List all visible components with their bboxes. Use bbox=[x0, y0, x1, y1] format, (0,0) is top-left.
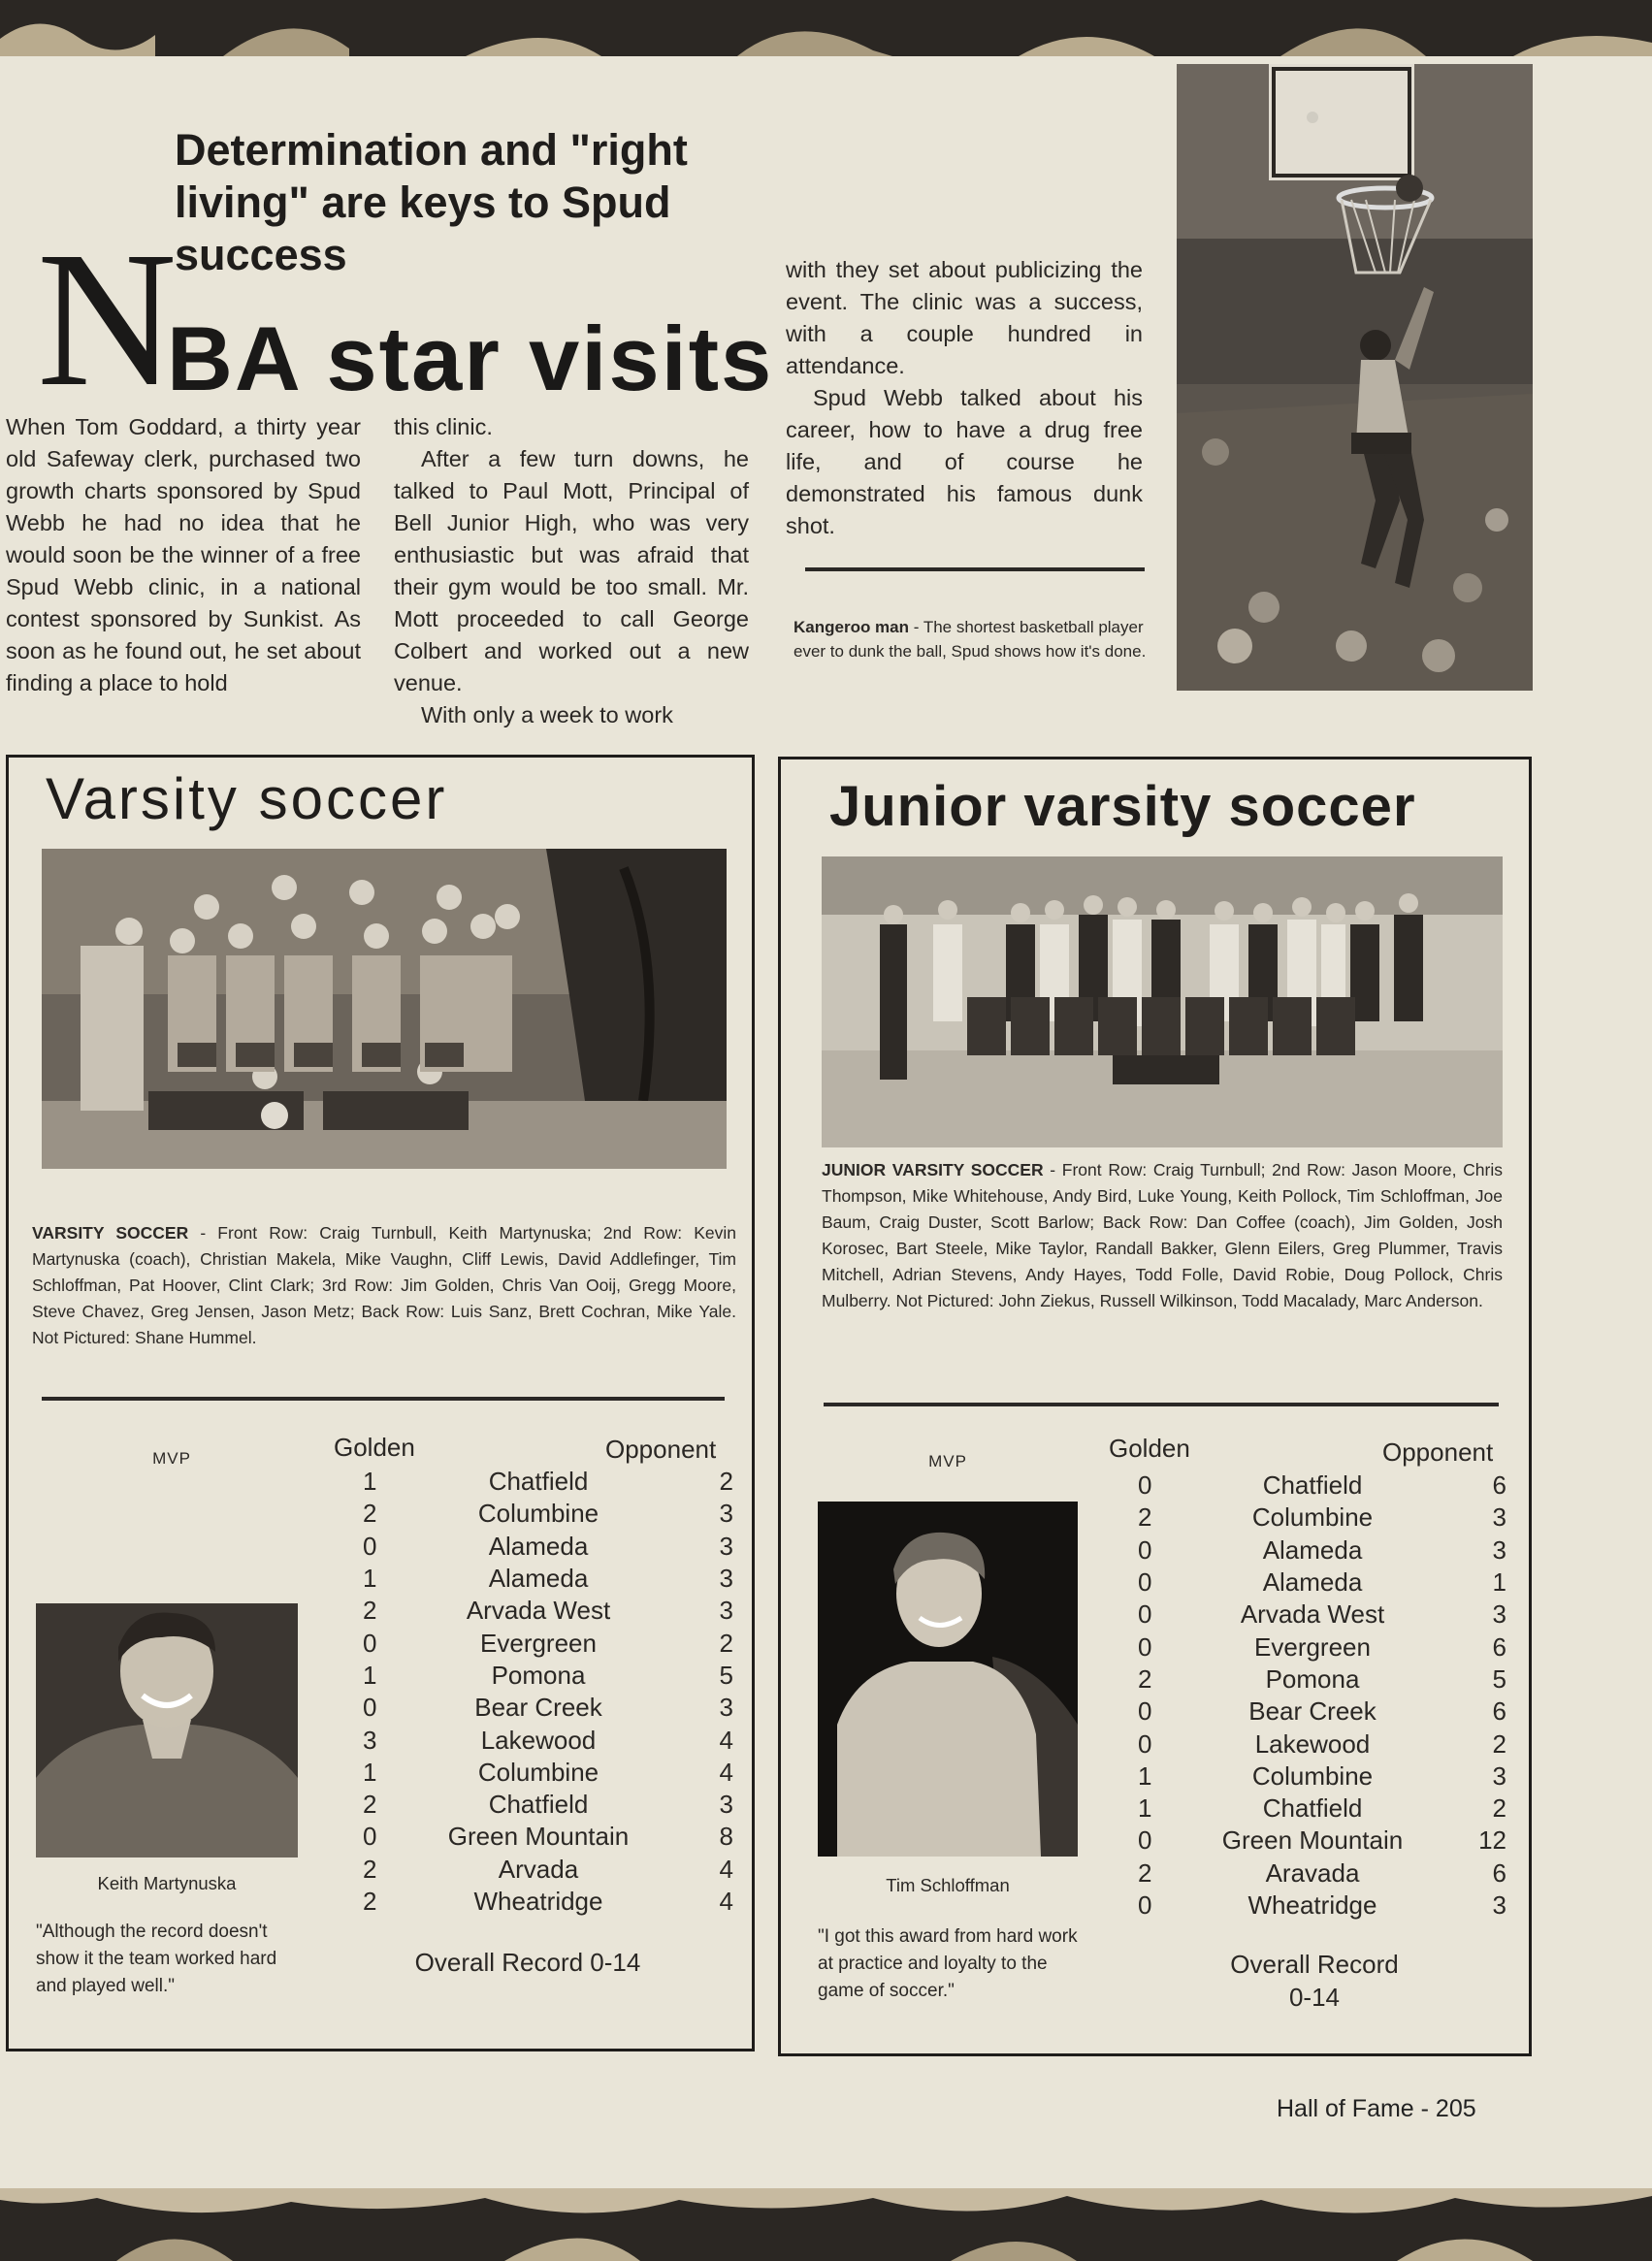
varsity-results-table bbox=[334, 1466, 733, 1918]
article-paragraph: this clinic. bbox=[394, 414, 493, 439]
opponent-name: Columbine bbox=[1251, 1502, 1374, 1533]
opponent-score: 4 bbox=[719, 1854, 733, 1884]
article-column-2 bbox=[394, 411, 749, 731]
result-row bbox=[1109, 1825, 1506, 1857]
result-row bbox=[334, 1854, 733, 1886]
opponent-score: 4 bbox=[719, 1725, 733, 1755]
varsity-overall-record: Overall Record 0-14 bbox=[414, 1948, 641, 1977]
golden-score: 1 bbox=[363, 1467, 377, 1497]
golden-score: 0 bbox=[363, 1531, 377, 1561]
opponent-name: Columbine bbox=[1251, 1760, 1374, 1791]
basketball-dunk-photo bbox=[1177, 64, 1533, 691]
varsity-golden-header: Golden bbox=[334, 1433, 415, 1462]
varsity-mvp-photo bbox=[36, 1603, 298, 1857]
article-column-1 bbox=[6, 411, 361, 699]
golden-score: 0 bbox=[1138, 1696, 1152, 1727]
golden-score: 1 bbox=[1138, 1793, 1152, 1824]
opponent-score: 2 bbox=[719, 1467, 733, 1497]
opponent-score: 3 bbox=[1492, 1534, 1506, 1565]
opponent-name: Arvada West bbox=[1240, 1599, 1385, 1630]
opponent-name: Columbine bbox=[477, 1757, 599, 1787]
jv-overall-record-value: 0-14 bbox=[1288, 1983, 1341, 2012]
result-row bbox=[1109, 1857, 1506, 1890]
jv-golden-header: Golden bbox=[1109, 1434, 1190, 1463]
golden-score: 2 bbox=[1138, 1663, 1152, 1694]
varsity-title: Varsity soccer bbox=[46, 766, 448, 831]
opponent-name: Green Mountain bbox=[447, 1822, 630, 1852]
article-headline: BA star visits bbox=[167, 307, 774, 409]
result-row bbox=[1109, 1696, 1506, 1728]
opponent-name: Aravada bbox=[1265, 1857, 1360, 1888]
varsity-roster-caption bbox=[32, 1220, 736, 1351]
photo-caption-title: Kangeroo man bbox=[794, 618, 910, 636]
result-row bbox=[1109, 1599, 1506, 1631]
golden-score: 3 bbox=[363, 1725, 377, 1755]
result-row bbox=[1109, 1567, 1506, 1599]
drop-cap: N bbox=[37, 212, 178, 427]
varsity-roster-text: - Front Row: Craig Turnbull, Keith Martynuska; 2nd Row: Kevin Martynuska (coach), Christian Makela, Mike Vaughn, Cliff Lewis, David Addlefinger, Tim Schloffman, Pat Hoover, Clint Clark; 3rd Row: Jim Golden, Chris Van Ooij, Gregg Moore, Steve Chavez, Greg Jensen, Jason Metz; Back Row: Luis Sanz, Brett Cochran, Mike Yale. Not Pictured: Shane Hummel. bbox=[32, 1223, 736, 1347]
opponent-score: 6 bbox=[1492, 1631, 1506, 1662]
result-row bbox=[1109, 1470, 1506, 1502]
jv-team-photo bbox=[822, 856, 1503, 1147]
varsity-mvp-quote: "Although the record doesn't show it the team worked hard and played well." bbox=[36, 1922, 277, 1996]
article-paragraph: With only a week to work bbox=[421, 702, 673, 727]
jv-mvp-quote: "I got this award from hard work at practice and loyalty to the game of soccer." bbox=[818, 1926, 1078, 2001]
opponent-name: Lakewood bbox=[480, 1725, 597, 1755]
opponent-score: 8 bbox=[719, 1822, 733, 1852]
result-row bbox=[334, 1757, 733, 1789]
opponent-name: Bear Creek bbox=[1248, 1696, 1377, 1727]
result-row bbox=[1109, 1793, 1506, 1825]
result-row bbox=[1109, 1534, 1506, 1567]
jv-mvp-name: Tim Schloffman bbox=[886, 1875, 1010, 1895]
result-row bbox=[334, 1498, 733, 1530]
article-paragraph: Spud Webb talked about his career, how to have a drug free life, and of course he demonstrated his famous dunk shot. bbox=[786, 385, 1143, 538]
opponent-score: 1 bbox=[1492, 1567, 1506, 1598]
opponent-score: 3 bbox=[1492, 1760, 1506, 1791]
golden-score: 1 bbox=[363, 1757, 377, 1787]
article-paragraph: When Tom Goddard, a thirty year old Safeway clerk, purchased two growth charts sponsored by Spud Webb he had no idea that he would soon be the winner of a free Spud Webb clinic, in a national contest sponsored by Sunkist. As soon as he found out, he set about finding a place to hold bbox=[6, 414, 361, 695]
varsity-soccer-box bbox=[6, 755, 755, 2051]
jv-overall-record-label: Overall Record bbox=[1230, 1950, 1399, 1979]
varsity-opponent-header: Opponent bbox=[605, 1435, 717, 1464]
opponent-name: Columbine bbox=[477, 1499, 599, 1529]
opponent-score: 2 bbox=[1492, 1793, 1506, 1824]
opponent-name: Evergreen bbox=[480, 1628, 597, 1658]
opponent-score: 12 bbox=[1478, 1825, 1506, 1856]
golden-score: 1 bbox=[1138, 1760, 1152, 1791]
result-row bbox=[1109, 1663, 1506, 1696]
varsity-roster-label: VARSITY SOCCER bbox=[32, 1223, 189, 1243]
jv-opponent-header: Opponent bbox=[1382, 1437, 1494, 1467]
opponent-name: Arvada bbox=[498, 1854, 579, 1884]
result-row bbox=[334, 1886, 733, 1918]
result-row bbox=[1109, 1631, 1506, 1663]
jv-overall-record bbox=[1217, 1948, 1411, 2014]
jv-title: Junior varsity soccer bbox=[829, 775, 1416, 838]
golden-score: 2 bbox=[363, 1790, 377, 1820]
golden-score: 0 bbox=[363, 1822, 377, 1852]
photo-caption-text: - The shortest basketball player ever to dunk the ball, Spud shows how it's done. bbox=[794, 618, 1147, 661]
varsity-mvp-label: MVP bbox=[152, 1449, 191, 1468]
golden-score: 2 bbox=[1138, 1502, 1152, 1533]
opponent-score: 3 bbox=[1492, 1599, 1506, 1630]
opponent-score: 3 bbox=[1492, 1890, 1506, 1920]
result-row bbox=[1109, 1890, 1506, 1922]
result-row bbox=[334, 1724, 733, 1756]
jv-divider bbox=[824, 1403, 1499, 1406]
jv-soccer-box bbox=[778, 757, 1532, 2056]
varsity-mvp-name: Keith Martynuska bbox=[97, 1873, 237, 1893]
golden-score: 0 bbox=[363, 1693, 377, 1723]
opponent-score: 4 bbox=[719, 1757, 733, 1787]
article-paragraph: with they set about publicizing the event. The clinic was a success, with a couple hundred in attendance. bbox=[786, 257, 1143, 378]
jv-roster-label: JUNIOR VARSITY SOCCER bbox=[822, 1160, 1044, 1179]
opponent-name: Chatfield bbox=[488, 1790, 589, 1820]
jv-results-table bbox=[1109, 1470, 1506, 1922]
jv-roster-caption bbox=[822, 1157, 1503, 1314]
opponent-score: 2 bbox=[719, 1628, 733, 1658]
opponent-name: Evergreen bbox=[1254, 1631, 1371, 1662]
golden-score: 0 bbox=[1138, 1534, 1152, 1565]
result-row bbox=[334, 1789, 733, 1821]
golden-score: 1 bbox=[363, 1660, 377, 1690]
jv-roster-text: - Front Row: Craig Turnbull; 2nd Row: Jason Moore, Chris Thompson, Mike Whitehouse, Andy Bird, Luke Young, Keith Pollock, Tim Schloffman, Joe Baum, Craig Duster, Scott Barlow; Back Row: Dan Coffee (coach), Jim Golden, Josh Korosec, Bart Steele, Mike Taylor, Randall Bakker, Glenn Eilers, Greg Plummer, Travis Mitchell, Adrian Stevens, Andy Hayes, Todd Folle, David Robie, Doug Pollock, Chris Mulberry. Not Pictured: John Ziekus, Russell Wilkinson, Todd Macalady, Marc Anderson. bbox=[822, 1160, 1503, 1310]
golden-score: 2 bbox=[1138, 1857, 1152, 1888]
result-row bbox=[334, 1563, 733, 1595]
opponent-name: Bear Creek bbox=[474, 1693, 602, 1723]
golden-score: 2 bbox=[363, 1596, 377, 1626]
result-row bbox=[1109, 1728, 1506, 1760]
opponent-name: Wheatridge bbox=[473, 1887, 603, 1916]
opponent-score: 3 bbox=[719, 1564, 733, 1594]
opponent-score: 5 bbox=[719, 1660, 733, 1690]
golden-score: 0 bbox=[1138, 1825, 1152, 1856]
opponent-score: 3 bbox=[1492, 1502, 1506, 1533]
golden-score: 0 bbox=[1138, 1728, 1152, 1759]
opponent-score: 3 bbox=[719, 1693, 733, 1723]
opponent-name: Alameda bbox=[488, 1531, 589, 1561]
opponent-name: Chatfield bbox=[1262, 1470, 1363, 1501]
varsity-divider bbox=[42, 1397, 725, 1401]
opponent-score: 6 bbox=[1492, 1696, 1506, 1727]
opponent-name: Chatfield bbox=[488, 1467, 589, 1497]
golden-score: 0 bbox=[1138, 1599, 1152, 1630]
opponent-name: Alameda bbox=[1262, 1567, 1363, 1598]
result-row bbox=[334, 1466, 733, 1498]
article-divider bbox=[805, 567, 1145, 571]
result-row bbox=[1109, 1502, 1506, 1534]
jv-mvp-label: MVP bbox=[928, 1452, 967, 1470]
opponent-name: Wheatridge bbox=[1247, 1890, 1377, 1920]
golden-score: 2 bbox=[363, 1854, 377, 1884]
opponent-name: Green Mountain bbox=[1221, 1825, 1404, 1856]
article-kicker: Determination and "right living" are keys to Spud success bbox=[175, 125, 688, 279]
result-row bbox=[334, 1595, 733, 1627]
opponent-score: 6 bbox=[1492, 1470, 1506, 1501]
result-row bbox=[1109, 1760, 1506, 1793]
opponent-name: Pomona bbox=[1265, 1663, 1360, 1694]
opponent-score: 3 bbox=[719, 1499, 733, 1529]
golden-score: 0 bbox=[1138, 1567, 1152, 1598]
bottom-border-decoration bbox=[0, 2188, 1652, 2261]
golden-score: 0 bbox=[1138, 1631, 1152, 1662]
opponent-score: 3 bbox=[719, 1790, 733, 1820]
golden-score: 2 bbox=[363, 1887, 377, 1916]
opponent-score: 4 bbox=[719, 1887, 733, 1916]
jv-mvp-photo bbox=[818, 1502, 1078, 1857]
result-row bbox=[334, 1627, 733, 1659]
opponent-score: 5 bbox=[1492, 1663, 1506, 1694]
page-folio: Hall of Fame - 205 bbox=[1277, 2095, 1476, 2122]
article-column-3 bbox=[786, 254, 1143, 542]
golden-score: 0 bbox=[363, 1628, 377, 1658]
opponent-name: Lakewood bbox=[1254, 1728, 1371, 1759]
opponent-score: 6 bbox=[1492, 1857, 1506, 1888]
result-row bbox=[334, 1531, 733, 1563]
varsity-team-photo bbox=[42, 849, 727, 1169]
opponent-score: 2 bbox=[1492, 1728, 1506, 1759]
opponent-name: Pomona bbox=[491, 1660, 586, 1690]
opponent-name: Chatfield bbox=[1262, 1793, 1363, 1824]
result-row bbox=[334, 1821, 733, 1853]
opponent-score: 3 bbox=[719, 1596, 733, 1626]
opponent-name: Alameda bbox=[1262, 1534, 1363, 1565]
golden-score: 1 bbox=[363, 1564, 377, 1594]
article-paragraph: After a few turn downs, he talked to Paul Mott, Principal of Bell Junior High, who was very enthusiastic but was afraid that their gym would be too small. Mr. Mott proceeded to call George Colbert and worked out a new venue. bbox=[394, 446, 749, 695]
opponent-name: Alameda bbox=[488, 1564, 589, 1594]
result-row bbox=[334, 1660, 733, 1692]
photo-caption bbox=[794, 615, 1152, 663]
opponent-score: 3 bbox=[719, 1531, 733, 1561]
top-border-decoration bbox=[0, 0, 1652, 56]
golden-score: 0 bbox=[1138, 1890, 1152, 1920]
golden-score: 2 bbox=[363, 1499, 377, 1529]
opponent-name: Arvada West bbox=[466, 1596, 611, 1626]
result-row bbox=[334, 1692, 733, 1724]
golden-score: 0 bbox=[1138, 1470, 1152, 1501]
